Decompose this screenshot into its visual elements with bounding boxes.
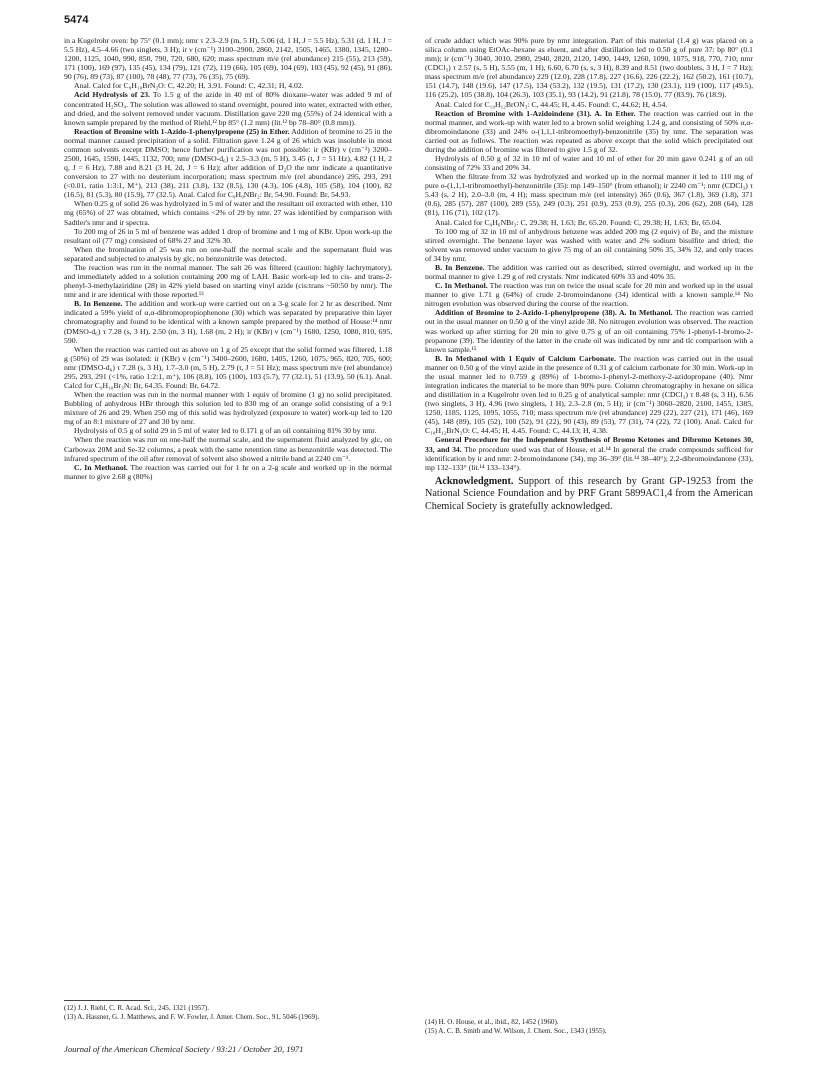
paragraph: in a Kugelrohr oven: bp 75° (0.1 mm); nmr τ 2.3–2.9 (m, 5 H), 5.06 (d, 1 H, J = 5.5 Hz), 5.31 (d, 1 H, J = 5.5 Hz), 4.5–4.66 (two singlets, 3 H); ir ν (cm⁻¹) 3100–2900, 2860, 2142, 1505, 1465, 1380, 1345, 1280–1200, 1125, 1040, 990, 850, 790, 720, 680, 620; mass spectrum m/e (rel abundance) 215 (55), 213 (59), 171 (100), 169 (97), 135 (45), 134 (79), 121 (72), 119 (66), 105 (69), 104 (69), 103 (45), 92 (45), 91 (86), 90 (76), 89 (73), 87 (100), 78 (48), 77 (73), 76 (35), 75 (69). [64, 36, 392, 82]
paragraph: General Procedure for the Independent Synthesis of Bromo Ketones and Dibromo Ketones 30, 33, and 34. The procedure used was that of House, et al.¹⁴ In general the crude compounds sufficed for identification by ir and nmr: 2-bromoindanone (34), mp 36–39° (lit.¹⁴ 38–40°); 2,2-dibromoindanone (33), mp 132–133° (lit.¹⁴ 133–134°). [425, 435, 753, 472]
paragraph: Reaction of Bromine with 1-Azido-1-phenylpropene (25) in Ether. Addition of bromine to 25 in the normal manner caused precipitation of a solid. Filtration gave 1.24 g of 26 which was insoluble in most common solvents except DMSO; hence further purification was not possible: ir (KBr) ν (cm⁻¹) 3200–2500, 1645, 1590, 1445, 1132, 700; nmr (DMSO-d₆) τ 2.5–3.3 (m, 5 H), 3.45 (t, J = 51 Hz), 4.82 (1 H, 2 q, J = 6 Hz), 7.88 and 8.21 (3 H, 2d, J = 6 Hz); after addition of D₂O the nmr indicate a quantitative conversion to 27 with no deuterium incorporation; mass spectrum m/e (rel abundance) 295, 293, 291 (<0.01, ratio 1:3:1, M⁺), 213 (38), 211 (3.8), 132 (8.5), 130 (4.3), 106 (4.8), 105 (58), 104 (100), 82 (16.5), 81 (5.3), 80 (15.9), 77 (32.5). Anal. Calcd for C₉H₉NBr₂: Br, 54.90. Found: Br, 54.93. [64, 126, 392, 200]
paragraph: Anal. Calcd for C₉H₁₀BrN₃O: C, 42.20; H, 3.91. Found: C, 42.31; H, 4.02. [74, 81, 304, 91]
paragraph: When the reaction was run on one-half the normal scale, and the supernatent fluid analyzed by glc, on Carbowax 20M and Se-32 columns, a peak with the same retention time as benzonitrile was detected. The infrared spectrum of the oil after removal of solvent also showed a nitrile band at 2240 cm⁻¹. [64, 435, 392, 463]
paragraph: B. In Benzene. The addition was carried out as described, stirred overnight, and worked up in the normal manner to give 1.29 g of red crystals. Nmr indicated 60% 33 and 40% 35. [425, 262, 753, 282]
footnote: (12) J. J. Riehl, C. R. Acad. Sci., 245, 1321 (1957). [64, 1004, 210, 1012]
paragraph-heading: Reaction of Bromine with 1-Azidoindene (31). A. In Ether. [435, 108, 636, 118]
paragraph: When the filtrate from 32 was hydrolyzed and worked up in the normal manner it led to 110 mg of pure o-(1,1,1-tribromoethyl)-benzonitrile (35): mp 149–150° (from ethanol); ir 2240 cm⁻¹; nmr (CDCl₃) τ 5.43 (s, 2 H), 2.0–3.0 (m, 4 H); mass spectrum m/e (rel intensity) 365 (0.6), 367 (1.8), 369 (1.8), 371 (0.6), 285 (57), 287 (100), 289 (55), 249 (0.3), 251 (0.9), 253 (0.9), 255 (0.3), 206 (62), 208 (64), 128 (81), 116 (71), 102 (17). [425, 172, 753, 218]
footnote: (14) H. O. House, et al., ibid., 82, 1452 (1960). [425, 1018, 559, 1026]
paragraph: C. In Methanol. The reaction was carried out for 1 hr on a 2-g scale and worked up in the normal manner to give 2.68 g (80%) [64, 462, 393, 481]
paragraph-heading: Reaction of Bromine with 1-Azido-1-phenylpropene (25) in Ether. [74, 126, 290, 136]
acknowledgment-text: Support of this research by Grant GP-19253 from the National Science Foundation and by PRF Grant 5899AC1,4 from the American Chemical Society is gratefully acknowledged. [425, 475, 754, 512]
paragraph: To 100 mg of 32 in 10 ml of anhydrous benzene was added 200 mg (2 equiv) of Br₂ and the mixture stirred overnight. The benzene layer was washed with water and 2% sodium bisulfite and dried; the solvent was removed under vacuum to give 75 mg of an oil containing 50% 35, 34% 32, and only traces of 34 by nmr. [425, 226, 753, 263]
paragraph: When the bromination of 25 was run on one-half the normal scale and the supernatant fluid was separated and subjected to analysis by glc, no benzonitrile was detected. [64, 244, 392, 263]
paragraph-heading: C. In Methanol. [435, 281, 488, 291]
paragraph-heading: B. In Benzene. [74, 299, 123, 309]
paragraph: When the reaction was run in the normal manner with 1 equiv of bromine (1 g) no solid precipitated. Bubbling of anhydrous HBr through this solution led to 830 mg of an orange solid consisting of a 9:1 mixture of 26 and 29. When 250 mg of this solid was hydrolyzed (exposure to water) work-up led to 120 mg of an 8:1 mixture of 27 and 30 by nmr. [64, 390, 392, 427]
journal-footer: Journal of the American Chemical Society / 93:21 / October 20, 1971 [64, 1044, 304, 1054]
paragraph: Hydrolysis of 0.5 g of solid 29 in 5 ml of water led to 0.171 g of an oil containing 81% 30 by nmr. [74, 426, 377, 436]
paragraph: To 200 mg of 26 in 5 ml of benzene was added 1 drop of bromine and 1 mg of KBr. Upon work-up the resultant oil (77 mg) consisted of 68% 27 and 32% 30. [64, 226, 392, 245]
left-column [64, 36, 392, 481]
paragraph: The reaction was run in the normal manner. The salt 26 was filtered (caution: highly lachrymatory), and immediately added to a solution containing 200 mg of LAH. Basic work-up led to cis- and trans-2-phenyl-3-methylaziridine (28) in 42% yield based on starting vinyl azide (cis:trans ~50:50 by nmr). The nmr and ir are identical with those reported.¹³ [64, 262, 392, 300]
paragraph-heading: B. In Benzene. [435, 262, 485, 272]
footnote-divider [64, 1000, 150, 1001]
paragraph: of crude adduct which was 90% pure by nmr integration. Part of this material (1.4 g) was placed on a silica column using EtOAc–hexane as eluent, and after distillation led to 0.50 g of pure 37: bp 80° (0.1 mm); ir (cm⁻¹) 3040, 3010, 2980, 2940, 2820, 2120, 1490, 1449, 1260, 1090, 1075, 918, 770, 710; nmr (CDCl₃) τ 2.57 (s, 5 H), 5.55 (m, 1 H), 6.60, 6.70 (s, s, 3 H), 8.39 and 8.51 (two doublets, 3 H, J = 7 Hz); mass spectrum m/e (rel abundance) 229 (12.0), 228 (17.8), 227 (16.6), 226 (22.2), 162 (50.2), 161 (10.7), 151 (14.7), 148 (19.6), 147 (17.5), 134 (53.2), 132 (19.5), 131 (17.2), 130 (23.1), 119 (100), 117 (49.5), 116 (25.2), 105 (38.8), 104 (26.3), 103 (35.1), 93 (14.2), 91 (21.8), 78 (15.0), 77 (83.9), 76 (18.9). [425, 36, 753, 100]
paragraph: B. In Methanol with 1 Equiv of Calcium Carbonate. The reaction was carried out in the usual manner on 0.50 g of the vinyl azide in the presence of 0.31 g of calcium carbonate for 30 min. Work-up in the usual manner led to 0.759 g (89%) of 1-bromo-1-phenyl-2-methoxy-2-azidopropane (40). Nmr integration indicates the material to be more than 90% pure. Column chromatography in hexane on silica and distillation in a Kugelrohr oven led to 0.25 g of analytical sample: nmr (CDCl₃) τ 8.48 (s, 3 H), 6.56 (two singlets, 3 H), 4.96 (two singlets, 1 H), 2.3–2.8 (m, 5 H); ir (cm⁻¹) 3060–2820, 2100, 1455, 1385, 1250, 1185, 1125, 1095, 1055, 710; mass spectrum m/e (rel abundance) 229 (22), 227 (21), 171 (46), 169 (45), 148 (89), 105 (52), 100 (52), 91 (22), 90 (43), 89 (53), 77 (31), 74 (22), 72 (100). Anal. Calcd for C₁₀H₁₂BrN₃O: C, 44.45; H, 4.45. Found: C, 44.13; H, 4.38. [425, 353, 754, 436]
paragraph: When 0.25 g of solid 26 was hydrolyzed in 5 ml of water and the resultant oil extracted with ether, 110 mg (65%) of 27 was obtained, which contains <2% of 29 by nmr. 27 was identified by comparison with Sadtler's nmr and ir spectra. [64, 199, 392, 227]
right-column [425, 36, 753, 513]
paragraph-heading: B. In Methanol with 1 Equiv of Calcium Carbonate. [435, 353, 616, 363]
acknowledgment-heading: Acknowledgment. [435, 475, 514, 487]
paragraph: B. In Benzene. The addition and work-up were carried out on a 3-g scale for 2 hr as described. Nmr indicated a 59% yield of α,α-dibromopropiophenone (30) which was separated by preparative thin layer chromatography and found to be identical with a known sample prepared by the method of House:¹⁴ nmr (DMSO-d₆) τ 7.28 (s, 3 H), 2.50 (m, 3 H), 1.68 (m, 2 H); ir (KBr) ν (cm⁻¹) 1680, 1250, 1080, 810, 695, 590. [64, 299, 392, 345]
acknowledgment [425, 476, 753, 514]
paragraph: Reaction of Bromine with 1-Azidoindene (31). A. In Ether. The reaction was carried out in the normal manner, and work-up with water led to a brown solid weighing 1.24 g, and consisting of 50% α,α-dibromoindanone (33) and 24% o-(1,1,1-tribromoethyl)-benzonitrile (35) by nmr. The separation was carried out as follows. The reaction was repeated as above except that the solid which precipitated out during the addition of bromine was filtered to give 1.5 g of 32. [425, 108, 753, 154]
footnote: (15) A. C. B. Smith and W. Wilson, J. Chem. Soc., 1343 (1955). [425, 1026, 607, 1035]
page-number: 5474 [64, 14, 89, 26]
paragraph: Anal. Calcd for C₁₀H₁₂BrON₃: C, 44.45; H, 4.45. Found: C, 44.62; H, 4.54. [435, 99, 668, 109]
paragraph-heading: C. In Methanol. [74, 462, 128, 472]
paragraph-heading: Addition of Bromine to 2-Azido-1-phenylpropene (38). A. In Methanol. [435, 308, 673, 318]
paragraph-heading: Acid Hydrolysis of 23. [74, 90, 150, 100]
paragraph: Hydrolysis of 0.50 g of 32 in 10 ml of water and 10 ml of ether for 20 min gave 0.241 g of an oil consisting of 72% 33 and 20% 34. [425, 154, 753, 173]
paragraph: Anal. Calcd for C₉H₆NBr₃: C, 29.38; H, 1.63; Br, 65.20. Found: C, 29.38; H, 1.63; Br, 65.04. [435, 217, 722, 227]
footnotes-left [64, 1004, 392, 1021]
paragraph: Addition of Bromine to 2-Azido-1-phenylpropene (38). A. In Methanol. The reaction was carried out in the usual manner on 0.50 g of the vinyl azide 38. No nitrogen evolution was observed. The reaction was worked up after stirring for 20 min to give 0.75 g of an oil containing 75% 1-phenyl-1-bromo-2-propanone (39). The identity of the latter in the crude oil was indicated by nmr and tlc comparison with a known sample.¹⁵ [425, 308, 753, 354]
paragraph: C. In Methanol. The reaction was run on twice the usual scale for 20 min and worked up in the usual manner to give 1.71 g (64%) of crude 2-bromoindanone (34) identical with a known sample.¹⁴ No nitrogen evolution was observed during the course of the reaction. [425, 281, 753, 309]
footnote: (13) A. Hassner, G. J. Matthews, and F. W. Fowler, J. Amer. Chem. Soc., 91, 5046 (1969). [64, 1012, 320, 1021]
paragraph: When the reaction was carried out as above on 1 g of 25 except that the solid formed was filtered, 1.18 g (50%) of 29 was isolated: ir (KBr) ν (cm⁻¹) 3400–2600, 1680, 1405, 1260, 1075, 965, 820, 705, 600; nmr (DMSO-d₆) τ 7.28 (s, 3 H), 1.7–3.0 (m, 5 H), 2.79 (t, J = 51 Hz); mass spectrum m/e (rel abundance) 295, 293, 291 (<1%, ratio 1:2:1, m⁺), 106 (8.8), 105 (100), 103 (5.7), 77 (32.1), 51 (13.9), 50 (6.1). Anal. Calcd for C₉H₁₀Br₃N: Br, 64.35. Found: Br, 64.72. [64, 344, 392, 390]
paragraph-heading: General Procedure for the Independent Synthesis of Bromo Ketones and Dibromo Ketones 30, 33, and 34. [425, 435, 753, 454]
paragraph: Acid Hydrolysis of 23. To 1.5 g of the azide in 40 ml of 80% dioxane–water was added 9 ml of concentrated H₂SO₄. The solution was allowed to stand overnight, poured into water, extracted with ether, and dried, and the solvent removed under vacuum. Distillation gave 220 mg (55%) of 24 identical with a known sample prepared by the method of Riehl,¹² bp 85° (1.2 mm) (lit.¹² bp 78–80° (0.8 mm)). [64, 90, 392, 127]
footnotes-right [425, 1018, 753, 1035]
